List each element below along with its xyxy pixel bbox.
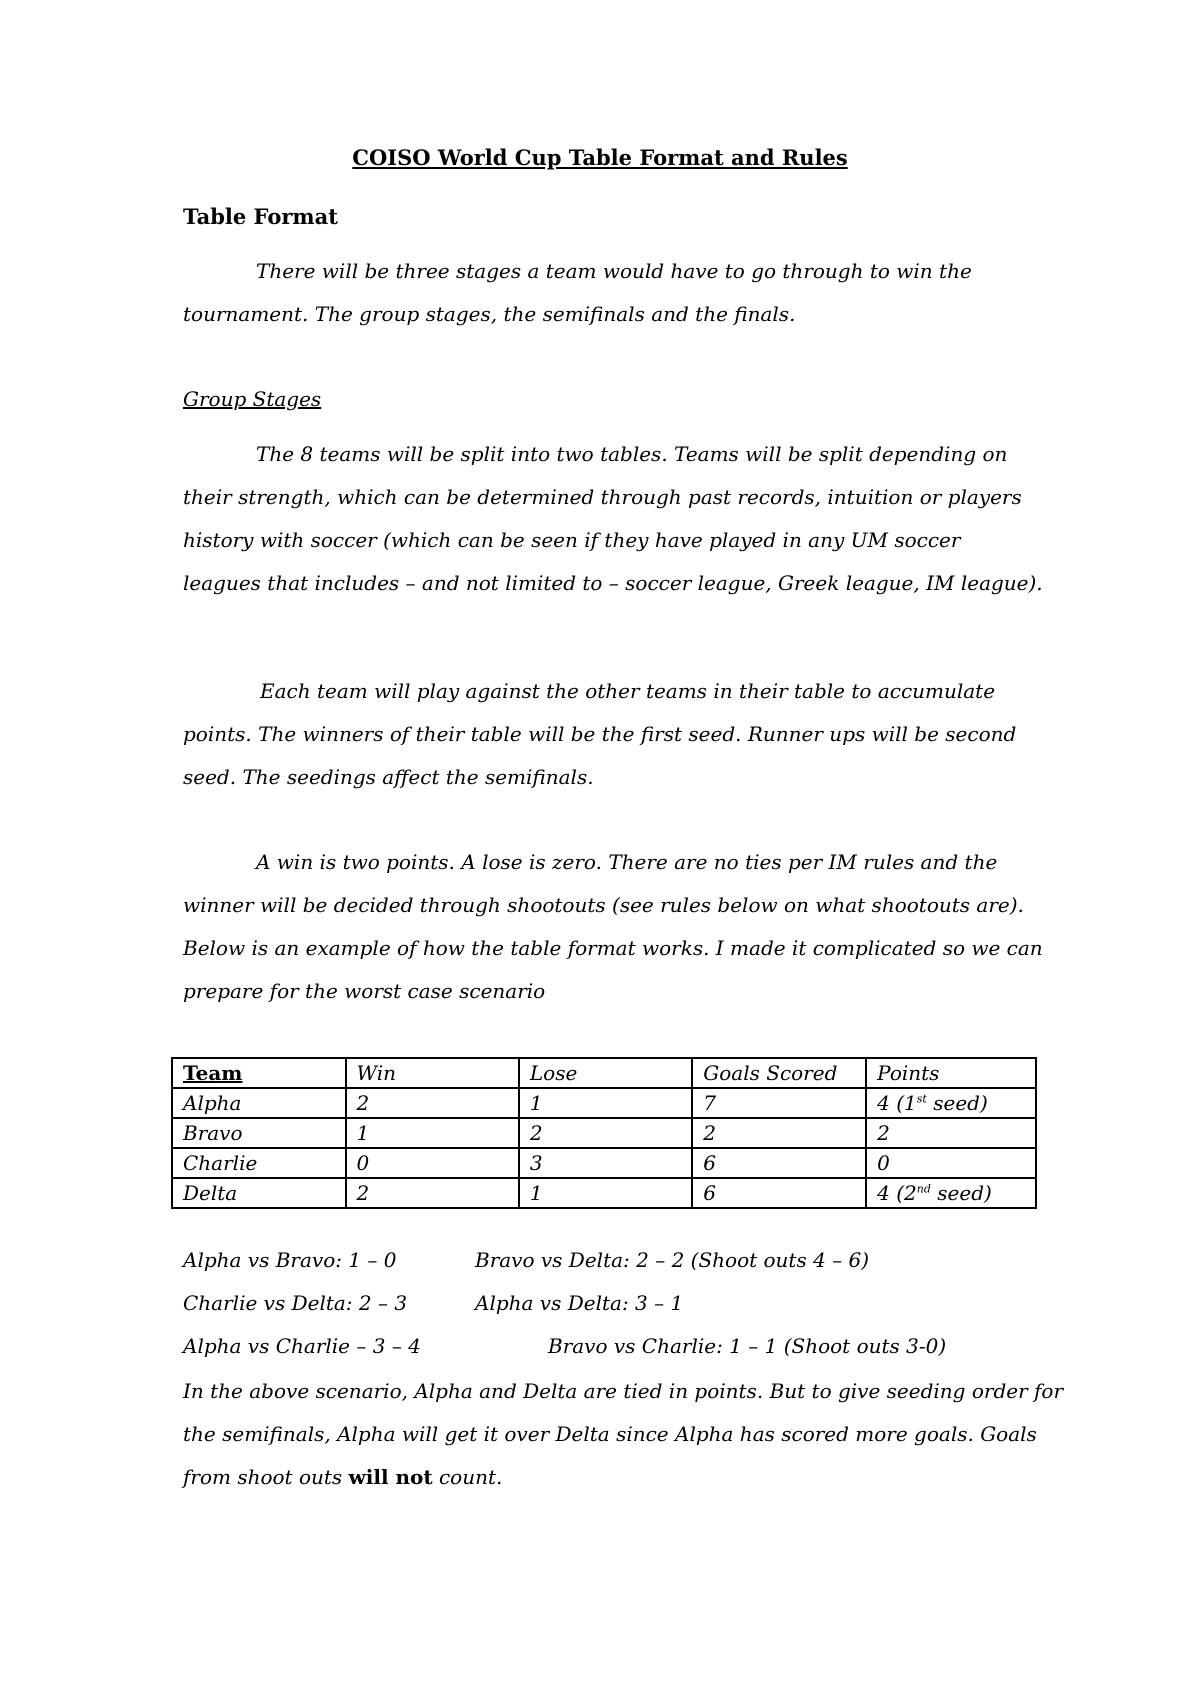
intro-paragraph — [183, 250, 1043, 336]
note-tail: count. — [432, 1465, 503, 1489]
cell-goals: 6 — [692, 1178, 866, 1208]
cell-team: Delta — [172, 1178, 346, 1208]
cell-points — [866, 1178, 1036, 1208]
header-goals: Goals Scored — [692, 1058, 866, 1088]
match-result: Alpha vs Bravo: 1 – 0 — [183, 1248, 397, 1272]
scenario-note — [183, 1370, 1063, 1499]
group-stages-heading: Group Stages — [183, 387, 322, 411]
group-paragraph-3-text: A win is two points. A lose is zero. There are no ties per IM rules and the winner will be decided through shootouts (see rules below on what shootouts are). Below is an example of how the table format works. I made it complicated so we can prepare for the worst case scenario — [183, 850, 1043, 1003]
cell-goals: 7 — [692, 1088, 866, 1118]
intro-text: There will be three stages a team would have to go through to win the tournament. The group stages, the semifinals and the finals. — [183, 259, 972, 326]
cell-lose: 3 — [519, 1148, 692, 1178]
seed-suffix: seed) — [926, 1091, 988, 1115]
seed-ordinal: nd — [916, 1182, 931, 1196]
match-result: Bravo vs Charlie: 1 – 1 (Shoot outs 3-0) — [548, 1334, 947, 1358]
group-paragraph-3 — [183, 841, 1043, 1013]
cell-win: 2 — [346, 1088, 519, 1118]
header-points: Points — [866, 1058, 1036, 1088]
match-result: Charlie vs Delta: 2 – 3 — [183, 1291, 408, 1315]
cell-team: Alpha — [172, 1088, 346, 1118]
document-title: COISO World Cup Table Format and Rules — [352, 145, 848, 170]
cell-team: Charlie — [172, 1148, 346, 1178]
cell-goals: 6 — [692, 1148, 866, 1178]
note-text: In the above scenario, Alpha and Delta are tied in points. But to give seeding order for the semifinals, Alpha will get it over Delta since Alpha has scored more goals. Goals from shoot outs — [183, 1379, 1063, 1489]
section-heading: Table Format — [183, 204, 338, 229]
header-lose: Lose — [519, 1058, 692, 1088]
match-result: Alpha vs Charlie – 3 – 4 — [183, 1334, 421, 1358]
cell-points — [866, 1148, 1036, 1178]
points-value: 2 — [877, 1121, 890, 1145]
points-value: 4 (1 — [877, 1091, 917, 1115]
cell-team: Bravo — [172, 1118, 346, 1148]
group-paragraph-1 — [183, 433, 1043, 605]
group-paragraph-2-text: Each team will play against the other teams in their table to accumulate points. The winners of their table will be the first seed. Runner ups will be second seed. The seedings affect the semifinals. — [183, 679, 1017, 789]
cell-win: 1 — [346, 1118, 519, 1148]
group-paragraph-2 — [183, 670, 1043, 799]
seed-ordinal: st — [916, 1092, 927, 1106]
table-row — [172, 1148, 1036, 1178]
match-result: Bravo vs Delta: 2 – 2 (Shoot outs 4 – 6) — [475, 1248, 870, 1272]
cell-points — [866, 1088, 1036, 1118]
table-row — [172, 1118, 1036, 1148]
cell-lose: 2 — [519, 1118, 692, 1148]
seed-suffix: seed) — [930, 1181, 992, 1205]
note-emphasis: will not — [348, 1465, 433, 1489]
points-value: 0 — [877, 1151, 890, 1175]
cell-win: 2 — [346, 1178, 519, 1208]
table-row — [172, 1178, 1036, 1208]
cell-lose: 1 — [519, 1178, 692, 1208]
table-row — [172, 1088, 1036, 1118]
table-header-row — [172, 1058, 1036, 1088]
points-value: 4 (2 — [877, 1181, 917, 1205]
header-team: Team — [172, 1058, 346, 1088]
cell-win: 0 — [346, 1148, 519, 1178]
match-result: Alpha vs Delta: 3 – 1 — [475, 1291, 684, 1315]
cell-points — [866, 1118, 1036, 1148]
cell-goals: 2 — [692, 1118, 866, 1148]
header-win: Win — [346, 1058, 519, 1088]
standings-table — [171, 1057, 1037, 1209]
cell-lose: 1 — [519, 1088, 692, 1118]
group-paragraph-1-text: The 8 teams will be split into two tables. Teams will be split depending on their strength, which can be determined through past records, intuition or players history with soccer (which can be seen if they have played in any UM soccer leagues that includes – and not limited to – soccer league, Greek league, IM league). — [183, 442, 1043, 595]
